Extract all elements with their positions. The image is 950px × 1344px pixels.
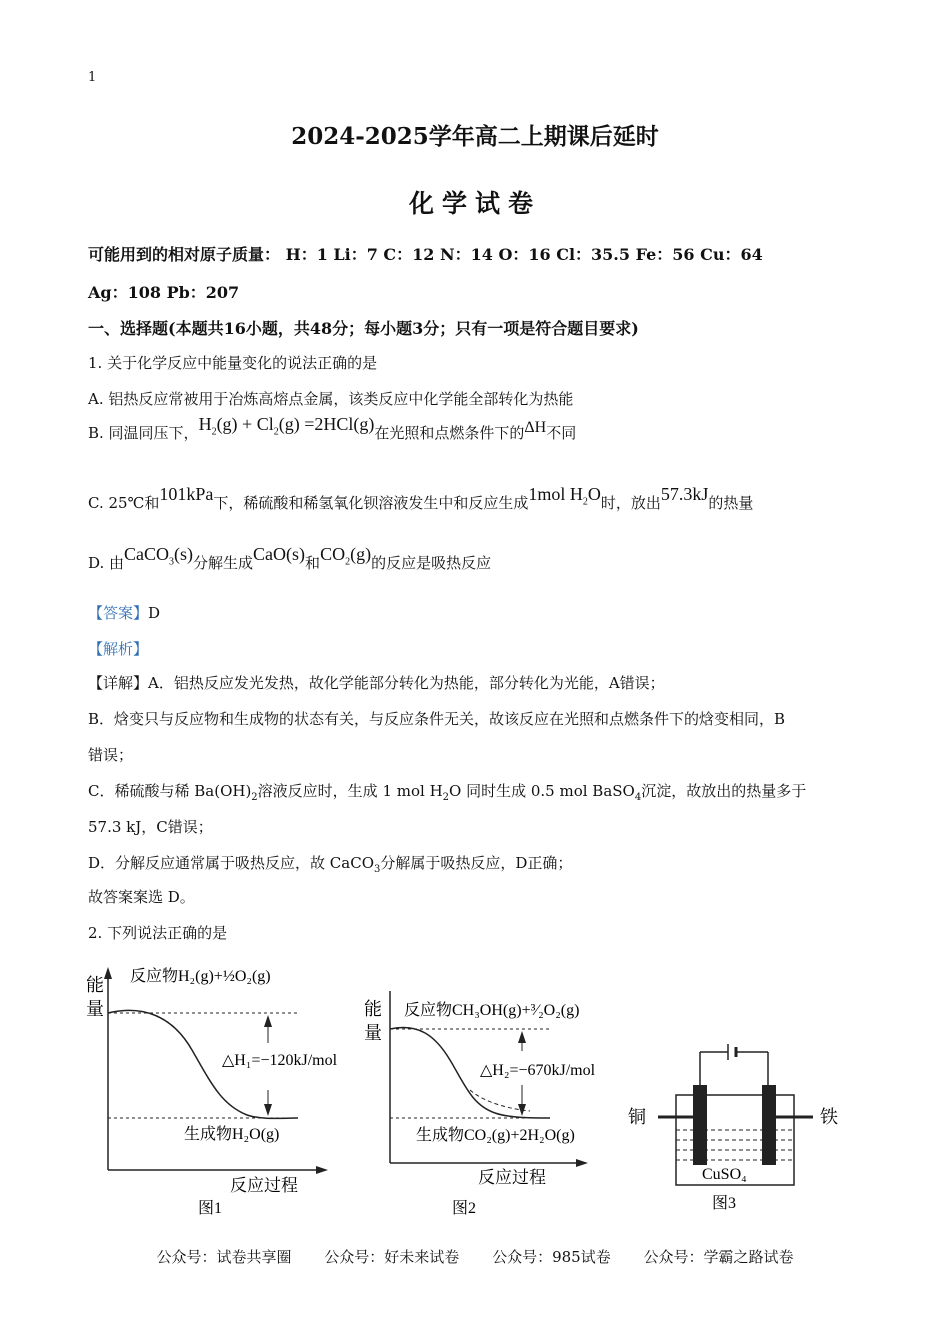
detail-c2: 57.3 kJ，C错误； [88, 818, 213, 836]
opt-c-kpa: 101kPa [159, 484, 214, 504]
footer [0, 1246, 950, 1267]
fig2-product-label: 生成物CO₂(g)+2H₂O(g) [416, 1127, 575, 1144]
fig3-caption: 图3 [712, 1195, 737, 1212]
opt-b-equation: $H_2(g) + Cl_2(g) =2HCl(g)$ [198, 414, 375, 438]
q1-option-c: C. 25℃和101kPa下，稀硫酸和稀氢氧化钡溶液发生中和反应生成1mol $H_2O$时，放出57.3kJ的热量 [88, 484, 754, 512]
document-subtitle: 化学试卷 [408, 189, 541, 218]
q2-stem: 2. 下列说法正确的是 [88, 924, 228, 942]
q1-option-b [88, 414, 577, 446]
fig1-ylabel1: 能 [86, 975, 104, 995]
footer-item: 公众号：好未来试卷 [324, 1248, 460, 1266]
footer-item: 公众号：学霸之路试卷 [643, 1248, 794, 1266]
detail-b2: 错误； [88, 746, 134, 764]
opt-d-caco3: CaCO$_3$(s) [124, 544, 194, 568]
opt-c-mol: 1mol $H_2O$ [528, 484, 601, 508]
footer-item: 公众号：985试卷 [492, 1248, 611, 1266]
figure-3 [628, 1040, 850, 1220]
fig2-ylabel2: 量 [364, 1023, 382, 1043]
fig1-reactant-label: 反应物H₂(g)+½O₂(g) [130, 968, 271, 985]
detail-d: D．分解反应通常属于吸热反应，故 CaCO$_3$分解属于吸热反应，D正确； [88, 854, 573, 875]
opt-b-suffix: 不同 [546, 424, 577, 442]
fig1-xlabel: 反应过程 [230, 1176, 298, 1195]
analysis-tag: 【解析】 [88, 640, 149, 658]
q1-option-a: A. 铝热反应常被用于冶炼高熔点金属，该类反应中化学能全部转化为热能 [88, 390, 574, 408]
opt-b-mid: 在光照和点燃条件下的 [374, 424, 525, 442]
fig1-y-arrow [104, 967, 112, 979]
detail-b1: B．焓变只与反应物和生成物的状态有关，与反应条件无关，故该反应在光照和点燃条件下的焓变相同，B [88, 710, 786, 728]
fig1-x-arrow [316, 1166, 328, 1174]
document-title: 2024-2025学年高二上期课后延时 [291, 123, 659, 150]
fig3-copper-electrode [693, 1085, 707, 1165]
atomic-masses-line2: Ag：108 Pb：207 [88, 283, 240, 302]
opt-b-dh: ΔH [524, 419, 547, 436]
fig3-iron-electrode [762, 1085, 776, 1165]
fig2-caption: 图2 [452, 1200, 477, 1217]
fig2-xlabel: 反应过程 [478, 1168, 546, 1187]
fig3-solution-label: CuSO₄ [702, 1166, 747, 1183]
opt-c-kj: 57.3kJ [660, 484, 709, 504]
fig2-x-arrow [576, 1159, 588, 1167]
answer-value: D [148, 604, 161, 622]
answer-tag: 【答案】 [88, 604, 149, 622]
section-heading: 一、选择题(本题共16小题，共48分；每小题3分；只有一项是符合题目要求) [88, 319, 639, 338]
fig1-caption: 图1 [198, 1200, 223, 1217]
figure-1 [82, 955, 372, 1220]
detail-a: 【详解】A．铝热反应发光发热，故化学能部分转化为热能，部分转化为光能，A错误； [88, 674, 665, 692]
opt-d-cao: CaO(s) [253, 544, 306, 564]
fig3-iron-label: 铁 [820, 1107, 838, 1127]
fig1-dh-label: △H₁=−120kJ/mol [222, 1052, 338, 1069]
fig2-ylabel1: 能 [364, 999, 382, 1019]
fig3-copper-label: 铜 [628, 1107, 646, 1127]
footer-item: 公众号：试卷共享圈 [156, 1248, 292, 1266]
conclusion: 故答案案选 D。 [88, 888, 195, 906]
opt-d-co2: $CO_2(g)$ [320, 544, 372, 568]
detail-c1: C．稀硫酸与稀 $Ba(OH)_2$溶液反应时，生成 1 mol $H_2O$ 同时生成 0.5 mol BaSO$_4$沉淀，故放出的热量多于 [88, 782, 807, 803]
atomic-masses-line1: 可能用到的相对原子质量： H：1 Li：7 C：12 N：14 O：16 Cl：35.5 Fe：56 Cu：64 [88, 245, 763, 264]
fig2-dh-label: △H₂=−670kJ/mol [480, 1062, 596, 1079]
detail-tag: 【详解】 [88, 674, 149, 692]
page-number: 1 [88, 70, 97, 85]
opt-b-prefix: B. 同温同压下， [88, 424, 199, 442]
fig2-reactant-label: 反应物CH₃OH(g)+³⁄₂O₂(g) [404, 1002, 580, 1019]
q1-stem: 1. 关于化学反应中能量变化的说法正确的是 [88, 354, 378, 372]
q1-option-d: D. 由CaCO$_3$(s)分解生成CaO(s)和$CO_2(g)$的反应是吸热反应 [88, 544, 492, 572]
fig1-ylabel2: 量 [86, 999, 104, 1019]
answer-line [88, 602, 160, 623]
fig1-product-label: 生成物H₂O(g) [184, 1126, 280, 1143]
figure-2 [360, 985, 635, 1220]
